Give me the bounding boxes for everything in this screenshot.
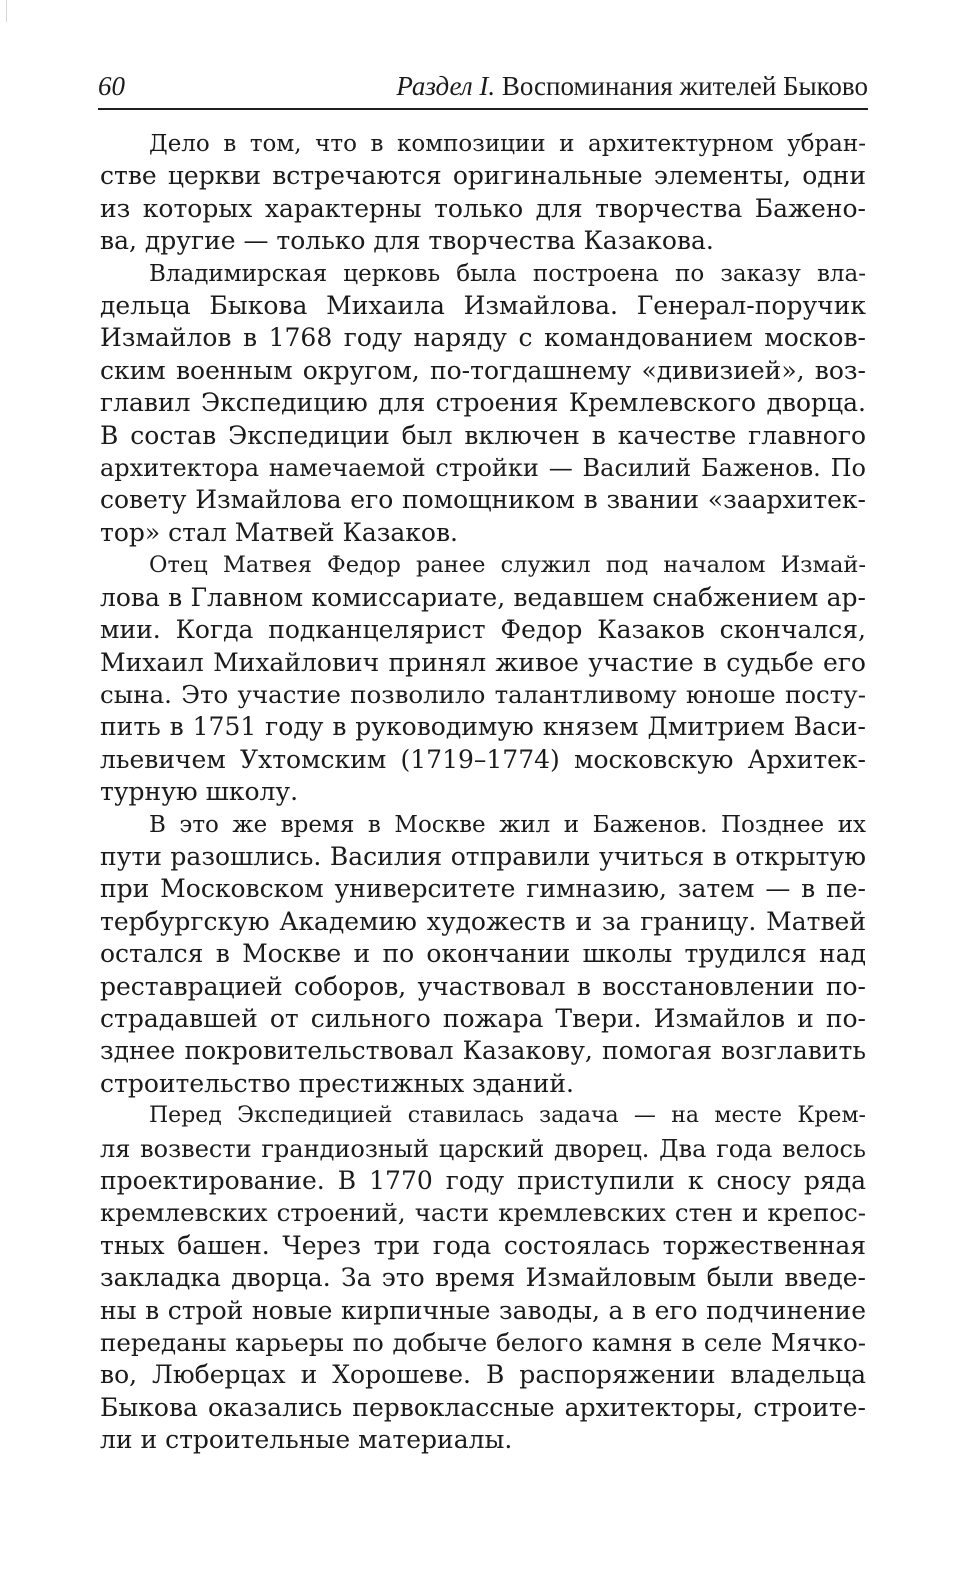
running-head [396, 71, 868, 101]
text-line: тных башен. Через три года состоялась торжественная [100, 1230, 866, 1260]
text-line: В состав Экспедиции был включен в качестве главного [100, 420, 866, 450]
text-line: Владимирская церковь была построена по заказу вла- [149, 260, 866, 287]
section-title: Воспоминания жителей Быково [501, 71, 868, 101]
text-line: архитектора намечаемой стройки — Василий Баженов. По [100, 454, 866, 483]
text-line: сына. Это участие позволило талантливому юноше посту- [100, 679, 866, 709]
paragraph [100, 549, 866, 808]
section-label: Раздел I. [396, 71, 496, 101]
text-line: закладка дворца. За это время Измайловым были введе- [100, 1263, 866, 1293]
text-line: дельца Быкова Михаила Измайлова. Генерал-поручик [100, 291, 866, 321]
scan-edge-mark [6, 0, 7, 22]
paragraph [100, 1100, 866, 1456]
text-line: проектирование. В 1770 году приступили к сносу ряда [100, 1166, 866, 1195]
text-line: ны в строй новые кирпичные заводы, а в его подчинение [100, 1295, 866, 1325]
text-line: главил Экспедицию для строения Кремлевского дворца. [100, 388, 866, 418]
text-line: страдавшей от сильного пожара Твери. Измайлов и по- [100, 1003, 866, 1033]
text-line: реставрацией соборов, участвовал в восстановлении по- [100, 971, 866, 1001]
text-line: Михаил Михайлович принял живое участие в судьбе его [100, 647, 866, 677]
body-text [100, 128, 866, 1457]
text-line: Измайлов в 1768 году наряду с командованием москов- [100, 323, 866, 353]
text-line: тербургскую Академию художеств и за границу. Матвей [100, 906, 866, 936]
paragraph [100, 809, 866, 1101]
paragraph [100, 128, 866, 258]
text-line: из которых характерны только для творчества Бажено- [100, 193, 866, 223]
text-line: Дело в том, что в композиции и архитектурном убран- [149, 131, 866, 157]
text-line: льевичем Ухтомским (1719–1774) московскую Архитек- [100, 744, 866, 774]
text-line: ским военным округом, по-тогдашнему «дивизией», воз- [100, 355, 866, 385]
text-line: ли и строительные материалы. [100, 1425, 513, 1455]
text-line: совету Измайлова его помощником в звании «заархитек- [100, 485, 866, 515]
page-header [98, 68, 868, 110]
text-line: турную школу. [100, 777, 299, 807]
text-line: пути разошлись. Василия отправили учиться в открытую [100, 841, 866, 871]
text-line: мии. Когда подканцелярист Федор Казаков скончался, [100, 615, 866, 645]
text-line: строительство престижных зданий. [100, 1068, 574, 1098]
text-line: тор» стал Матвей Казаков. [100, 517, 458, 547]
text-line: Отец Матвея Федор ранее служил под началом Измай- [149, 552, 866, 579]
text-line: ля возвести грандиозный царский дворец. Два года велось [100, 1134, 866, 1163]
text-line: стве церкви встречаются оригинальные элементы, одни [100, 161, 866, 191]
page-number: 60 [98, 71, 125, 101]
text-line: лова в Главном комиссариате, ведавшем снабжением ар- [100, 582, 866, 612]
text-line: во, Люберцах и Хорошеве. В распоряжении владельца [100, 1360, 866, 1390]
text-line: ва, другие — только для творчества Казакова. [100, 226, 714, 256]
text-line: при Московском университете гимназию, затем — в пе- [100, 874, 866, 904]
text-line: Быкова оказались первоклассные архитекторы, строите- [100, 1392, 866, 1422]
paragraph [100, 258, 866, 550]
text-line: переданы карьеры по добыче белого камня в селе Мячко- [100, 1328, 866, 1358]
text-line: В это же время в Москве жил и Баженов. Позднее их [149, 811, 866, 838]
text-line: пить в 1751 году в руководимую князем Дмитрием Васи- [100, 712, 866, 742]
text-line: остался в Москве и по окончании школы трудился над [100, 939, 866, 969]
text-line: кремлевских строений, части кремлевских стен и крепос- [100, 1198, 866, 1228]
text-line: Перед Экспедицией ставилась задача — на месте Крем- [149, 1103, 866, 1129]
text-line: зднее покровительствовал Казакову, помогая возглавить [100, 1036, 866, 1066]
